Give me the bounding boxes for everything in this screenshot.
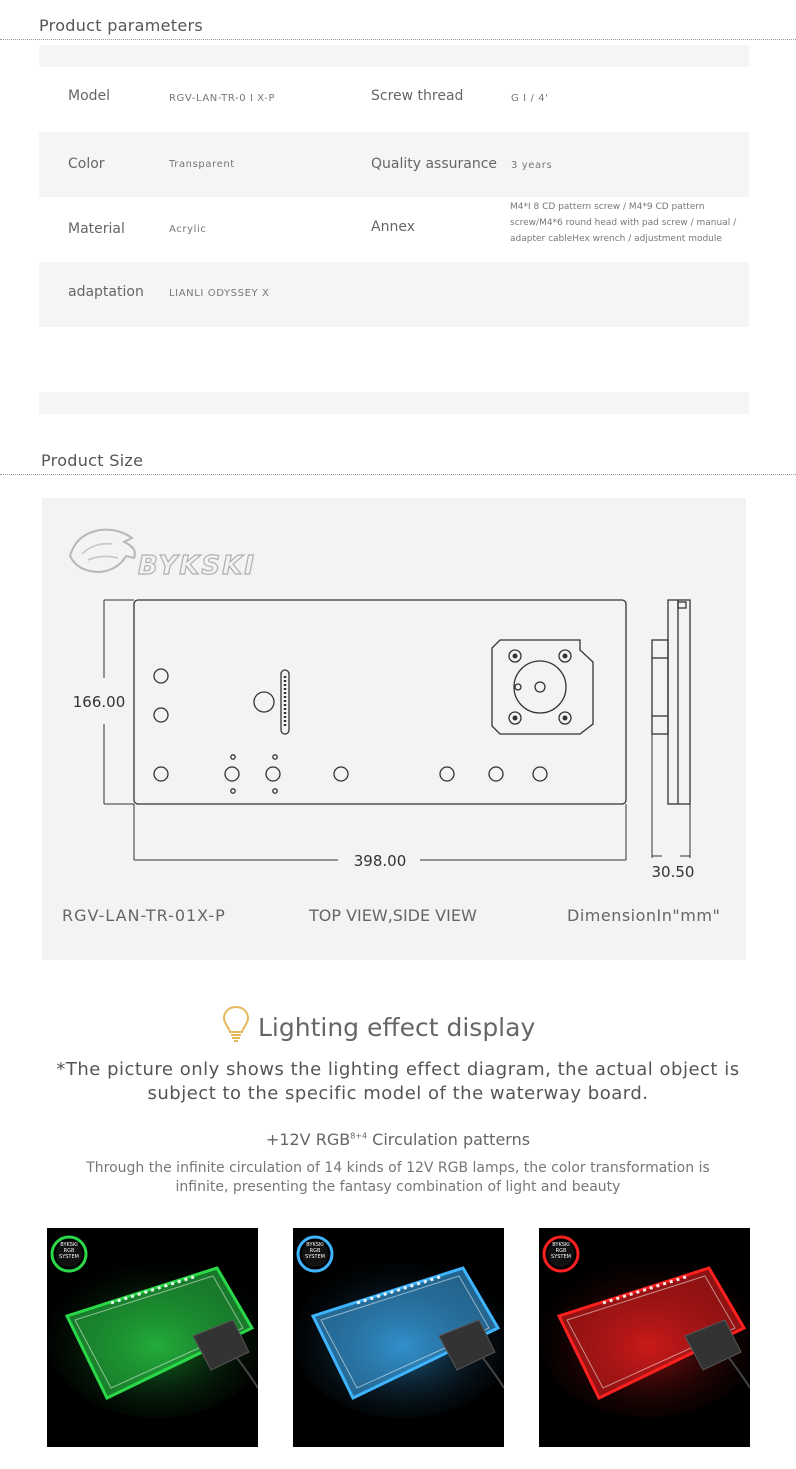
badge-brand: BYKSKI [552, 1242, 570, 1248]
params-title: Product parameters [39, 16, 204, 35]
value-material: Acrylic [169, 224, 207, 235]
value-screw-thread: G I / 4' [511, 93, 549, 104]
badge-system: SYSTEM [59, 1254, 79, 1260]
brand-logo-text: BYKSKI [138, 551, 256, 581]
params-table [39, 45, 749, 414]
params-row-material [39, 197, 749, 262]
params-row-adaptation [39, 262, 749, 327]
dim-height: 166.00 [72, 693, 126, 711]
badge-rgb: RGB [63, 1248, 75, 1254]
lighting-note: *The picture only shows the lighting effect diagram, the actual object is subject to the specific model of the waterway board. [56, 1059, 740, 1104]
params-row-empty [39, 327, 749, 392]
size-title: Product Size [41, 451, 144, 470]
params-row-model [39, 67, 749, 132]
badge-brand: BYKSKI [306, 1242, 324, 1248]
label-model: Model [68, 88, 111, 104]
lighting-photo-green [47, 1228, 258, 1447]
rgb-prefix: +12V RGB [265, 1130, 351, 1149]
side-view [652, 600, 690, 804]
label-annex: Annex [371, 219, 415, 235]
rgb-system-badge [547, 1242, 575, 1260]
params-row-color [39, 132, 749, 197]
size-model-caption: RGV-LAN-TR-01X-P [62, 906, 226, 925]
label-color: Color [68, 156, 105, 172]
lighting-title: Lighting effect display [258, 1013, 536, 1042]
value-model: RGV-LAN-TR-0 I X-P [169, 93, 276, 104]
badge-system: SYSTEM [551, 1254, 571, 1260]
lightbulb-icon [222, 1004, 250, 1044]
value-adaptation: LIANLI ODYSSEY X [169, 288, 270, 299]
value-quality-assurance: 3 years [511, 160, 553, 171]
board-holes [154, 669, 547, 793]
label-material: Material [68, 221, 125, 237]
rgb-system-badge [55, 1242, 83, 1260]
size-divider [0, 474, 796, 475]
dimension-drawing [42, 498, 746, 960]
badge-rgb: RGB [309, 1248, 321, 1254]
badge-system: SYSTEM [305, 1254, 325, 1260]
pump-mount [492, 640, 593, 734]
rgb-pattern-heading [0, 1130, 796, 1149]
lighting-photo-graphic [47, 1228, 258, 1447]
brand-logo [70, 530, 256, 581]
rgb-sup: 8+4 [350, 1131, 368, 1141]
dim-width: 398.00 [353, 852, 407, 870]
value-color: Transparent [169, 159, 235, 170]
label-adaptation: adaptation [68, 284, 144, 300]
lighting-photo-blue [293, 1228, 504, 1447]
badge-brand: BYKSKI [60, 1242, 78, 1248]
size-drawing-panel [42, 498, 746, 960]
dim-depth: 30.50 [651, 863, 695, 881]
rgb-suffix: Circulation patterns [367, 1130, 531, 1149]
lighting-photo-graphic [539, 1228, 750, 1447]
value-annex: M4*I 8 CD pattern screw / M4*9 CD pattern screw/M4*6 round head with pad screw / manual / adapter cableHex wrench / adjustment module [510, 202, 737, 244]
label-screw-thread: Screw thread [371, 88, 464, 104]
board-outline [134, 600, 626, 804]
rgb-description: Through the infinite circulation of 14 kinds of 12V RGB lamps, the color transformation is infinite, presenting the fantasy combination of light and beauty [86, 1160, 710, 1195]
label-quality-assurance: Quality assurance [371, 156, 498, 172]
badge-rgb: RGB [555, 1248, 567, 1254]
lighting-photo-red [539, 1228, 750, 1447]
params-divider [0, 39, 796, 40]
size-unit-caption: DimensionIn"mm" [567, 906, 721, 925]
size-view-caption: TOP VIEW,SIDE VIEW [309, 906, 477, 925]
rgb-system-badge [301, 1242, 329, 1260]
lighting-photo-graphic [293, 1228, 504, 1447]
